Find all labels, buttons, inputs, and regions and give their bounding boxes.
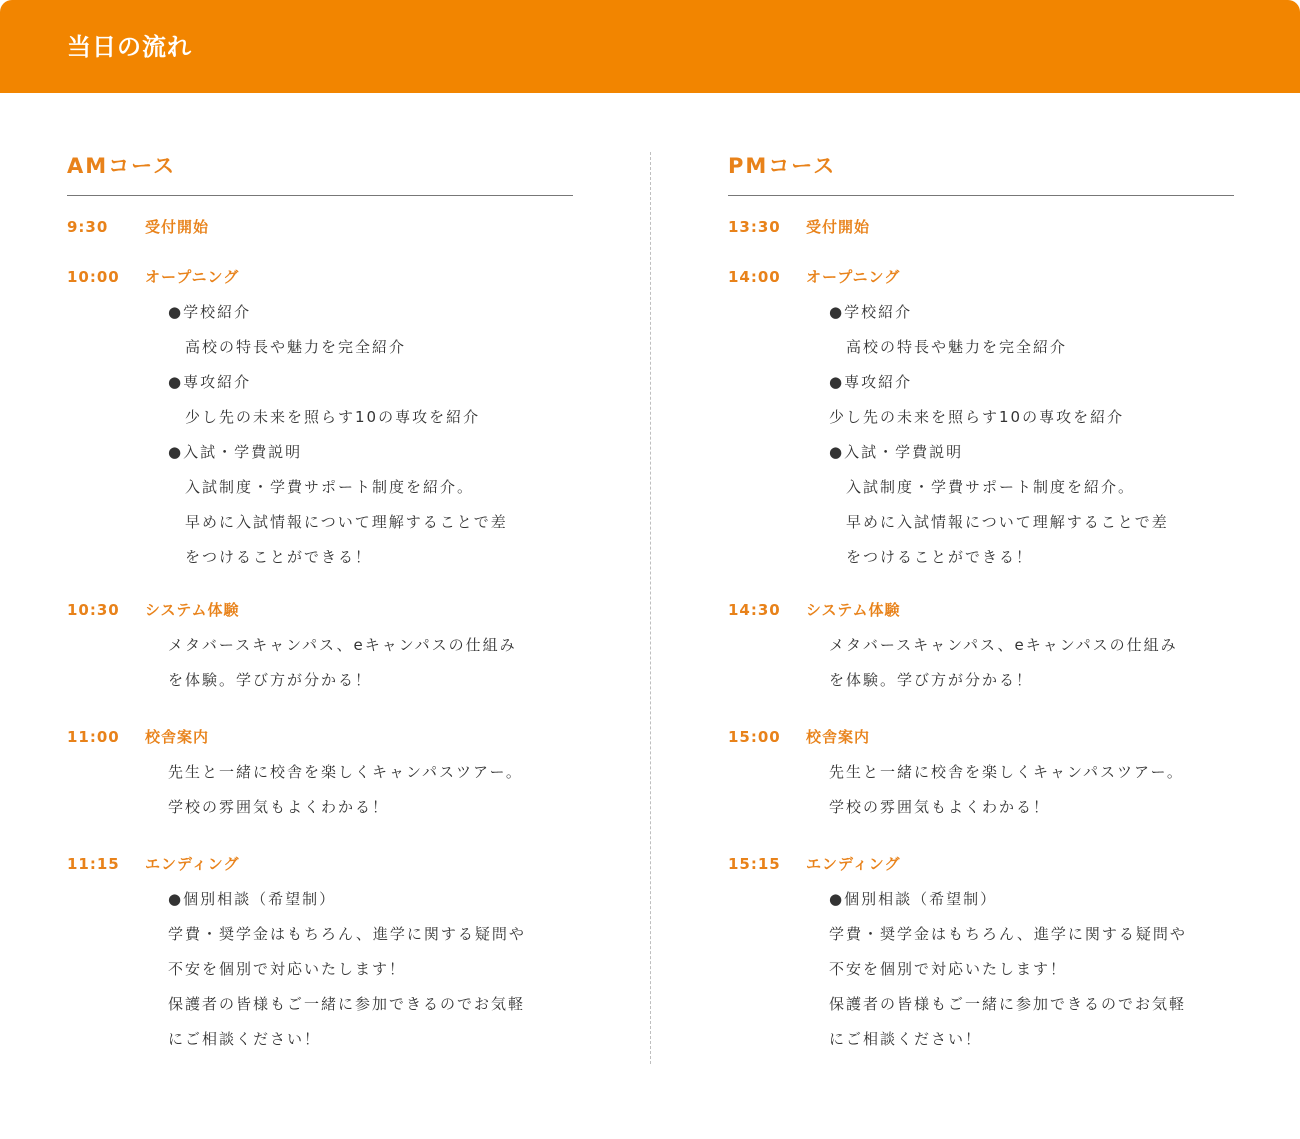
course-title: AMコース [67,150,573,196]
slot-label: 受付開始 [145,218,210,236]
slot-time: 15:15 [728,855,781,873]
slot-header [67,217,573,237]
slot-detail-line: 入試制度・学費サポート制度を紹介。 [846,478,1136,496]
slot-header [67,267,573,287]
slot-time: 10:30 [67,601,120,619]
slot-detail-line: にご相談ください！ [168,1030,322,1048]
slot-detail-line: を体験。学び方が分かる！ [829,671,1034,689]
schedule-slot [67,854,573,1048]
slot-detail-line: 学校の雰囲気もよくわかる！ [168,798,390,816]
slot-detail-line: ●入試・学費説明 [168,443,303,461]
slot-detail-line: 高校の特長や魅力を完全紹介 [846,338,1068,356]
slot-detail-line: ●学校紹介 [829,303,913,321]
slot-detail-line: 早めに入試情報について理解することで差 [185,513,508,531]
slot-detail-line: メタバースキャンパス、eキャンパスの仕組み [168,636,517,654]
slot-time: 15:00 [728,728,781,746]
slot-label: システム体験 [145,601,240,619]
course-title: PMコース [728,150,1234,196]
schedule-slot [728,217,1234,237]
slot-time: 14:00 [728,268,781,286]
slot-label: 校舎案内 [806,728,871,746]
slot-time: 13:30 [728,218,781,236]
schedule-slot [728,854,1234,1048]
slot-label: エンディング [145,855,240,873]
slot-detail-line: 保護者の皆様もご一緒に参加できるのでお気軽 [168,995,526,1013]
column-divider [650,152,651,1064]
slot-detail-line: を体験。学び方が分かる！ [168,671,373,689]
slot-time: 9:30 [67,218,109,236]
slot-label: 校舎案内 [145,728,210,746]
slot-header [728,854,1234,874]
slot-detail-line: ●専攻紹介 [168,373,252,391]
slot-detail-line: 先生と一緒に校舎を楽しくキャンパスツアー。 [829,763,1184,781]
slot-detail-line: をつけることができる！ [846,548,1034,566]
schedule-slot [728,600,1234,689]
slot-label: オープニング [806,268,901,286]
slot-time: 11:00 [67,728,120,746]
slot-detail-line: メタバースキャンパス、eキャンパスの仕組み [829,636,1178,654]
slot-detail-line: 学費・奨学金はもちろん、進学に関する疑問や [829,925,1187,943]
slot-detail-line: ●入試・学費説明 [829,443,964,461]
slot-detail-line: 学費・奨学金はもちろん、進学に関する疑問や [168,925,526,943]
slot-detail-line: 少し先の未来を照らす10の専攻を紹介 [829,408,1125,426]
slot-detail-line: をつけることができる！ [185,548,373,566]
slot-header [728,267,1234,287]
slot-detail-line: 入試制度・学費サポート制度を紹介。 [185,478,475,496]
slot-header [728,217,1234,237]
slot-label: システム体験 [806,601,901,619]
slot-detail-line: 不安を個別で対応いたします！ [829,960,1068,978]
slot-detail-line: ●個別相談（希望制） [829,890,998,908]
slot-time: 10:00 [67,268,120,286]
slot-header [67,854,573,874]
page-title: 当日の流れ [67,33,192,61]
schedule-slot [67,727,573,816]
slot-detail-line: ●学校紹介 [168,303,252,321]
slot-detail-line: 少し先の未来を照らす10の専攻を紹介 [185,408,481,426]
page-header [0,0,1300,93]
schedule-slot [67,267,573,566]
slot-detail-line: 高校の特長や魅力を完全紹介 [185,338,407,356]
am-course [67,150,573,1048]
schedule-slot [67,217,573,237]
slot-header [728,727,1234,747]
slot-detail-line: 不安を個別で対応いたします！ [168,960,407,978]
slot-header [67,600,573,620]
schedule-slot [728,267,1234,566]
slot-header [728,600,1234,620]
slot-detail-line: 先生と一緒に校舎を楽しくキャンパスツアー。 [168,763,523,781]
pm-course [728,150,1234,1048]
schedule-slot [728,727,1234,816]
slot-label: オープニング [145,268,240,286]
slot-detail-line: 早めに入試情報について理解することで差 [846,513,1169,531]
slot-detail-line: ●個別相談（希望制） [168,890,337,908]
slot-header [67,727,573,747]
slot-detail-line: 保護者の皆様もご一緒に参加できるのでお気軽 [829,995,1187,1013]
slot-detail-line: ●専攻紹介 [829,373,913,391]
slot-detail-line: にご相談ください！ [829,1030,983,1048]
slot-time: 11:15 [67,855,120,873]
slot-time: 14:30 [728,601,781,619]
schedule-slot [67,600,573,689]
slot-label: 受付開始 [806,218,871,236]
slot-detail-line: 学校の雰囲気もよくわかる！ [829,798,1051,816]
slot-label: エンディング [806,855,901,873]
